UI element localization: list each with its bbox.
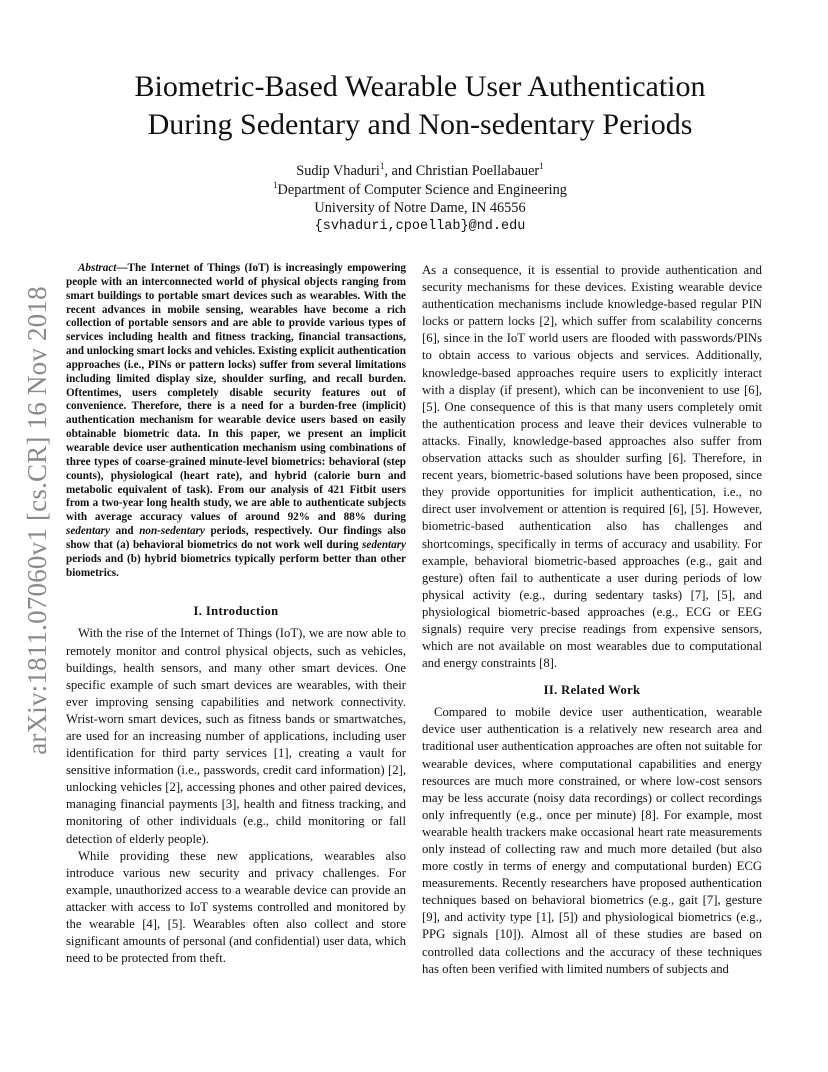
abstract [66,262,406,580]
left-column [66,262,406,967]
abstract-text-3: periods, respectively. Our findings also show that (a) behavioral biometrics do not work well during [66,525,406,551]
author-1-affil-mark: 1 [379,161,385,172]
title-line-1: Biometric-Based Wearable User Authentication [134,70,706,103]
title-line-2: During Sedentary and Non-sedentary Periods [147,108,693,141]
arxiv-id: arXiv:1811.07060v1 [cs.CR] 16 Nov 2018 [21,285,52,755]
abstract-text-2: and [109,525,140,538]
author-1: Sudip Vhaduri [296,163,380,179]
affil-mark: 1 [273,179,278,190]
arxiv-watermark [20,285,54,755]
abstract-emph-3: sedentary [362,538,406,551]
abstract-label: Abstract [78,262,117,274]
author-2: , and Christian Poellabauer [384,163,540,179]
intro-paragraph-1: With the rise of the Internet of Things (IoT), we are now able to remotely monitor and control physical objects, such as vehicles, buildings, health sensors, and many other smart devices. One specific example of such smart devices are wearables, with their ever improving sensing capabilities and network connectivity. Wrist-worn smart devices, such as fitness bands or smartwatches, are used for an increasing number of applications, including user identification for third party services [1], creating a vault for sensitive information (i.e., passwords, credit card information) [2], unlocking vehicles [2], accessing phones and other paired devices, managing financial payments [3], health and fitness tracking, and monitoring of other individuals (e.g., child monitoring or fall detection of elderly people). [66,626,406,846]
abstract-text-4: periods and (b) hybrid biometrics typically perform better than other biometrics. [66,552,406,579]
abstract-emph-2: non-sedentary [139,525,205,538]
section-title-introduction: I. Introduction [193,604,279,619]
intro-paragraph-2: While providing these new applications, wearables also introduce various new security and privacy challenges. For example, unauthorized access to a wearable device can provide an attacker with access to IoT systems controlled and monitored by the wearable [4], [5]. Wearables often also collect and store significant amounts of personal (and confidential) user data, which need to be protected from theft. [66,848,406,966]
author-names [120,162,720,181]
related-paragraph-1: Compared to mobile device user authentication, wearable device user authentication is a relatively new research area and traditional user authentication approaches are often not suitable for wearable devices, where computational capabilities and energy resources are much more constrained, or where low-cost sensors may be less accurate (noisy data recordings) or collect recordings only infrequently (e.g., once per minute) [8]. For example, most wearable health trackers make occasional heart rate measurements only instead of collecting raw and much more detailed (but also more costly in terms of energy and computational burden) ECG measurements. Recently researchers have proposed authentication techniques based on behavioral biometrics (e.g., gait [7], gesture [9], and activity type [1], [5]) and physiological biometrics (e.g., PPG signals [10]). Almost all of these studies are based on controlled data collections and the accuracy of these techniques has often been verified with limited numbers of subjects and [422,705,762,976]
section-title-related-work: II. Related Work [543,683,641,698]
dept-text: Department of Computer Science and Engineering [277,181,567,198]
author-block [120,162,720,236]
author-email: {svhaduri,cpoellab}@nd.edu [314,218,526,234]
intro-paragraph-3: As a consequence, it is essential to provide authentication and security mechanisms for these devices. Existing wearable device authentication mechanisms include knowledge-based regular PIN locks or pattern locks [2], which suffer from scalability concerns [6], since in the IoT world users are flooded with passwords/PINs to obtain access to various objects and services. Additionally, knowledge-based approaches require users to explicitly interact with a display (if present), which can be inconvenient to use [6], [5]. One consequence of this is that many users completely omit the authentication process and leave their devices vulnerable to attacks. Finally, knowledge-based approaches also suffer from observation attacks such as shoulder surfing [6]. Therefore, in recent years, biometric-based solutions have been proposed, since they provide opportunities for implicit authentication, i.e., no direct user involvement or attention is required [6], [5]. However, biometric-based authentication also has challenges and shortcomings, specifically in terms of accuracy and usability. For example, behavioral biometric-based approaches (e.g., gait and gesture) often fail to authenticate a user during periods of low physical activity (e.g., during sedentary tasks) [7], [5], and physiological biometric-based approaches (e.g., ECG or EEG signals) require very precise readings from expensive sensors, which are not available on most wearables due to computational and energy constraints [8]. [422,263,762,671]
paper-title [70,68,770,144]
abstract-text-1: —The Internet of Things (IoT) is increasingly empowering people with an interconnected world of physical objects ranging from smart buildings to portable smart devices such as wearables. With the recent advances in mobile sensing, wearables have become a rich collection of portable sensors and are able to provide various types of services including health and fitness tracking, financial transactions, and unlocking smart locks and vehicles. Existing explicit authentication approaches (i.e., PINs or pattern locks) suffer from several limitations including limited display size, shoulder surfing, and recall burden. Oftentimes, users completely disable security features out of convenience. Therefore, there is a need for a burden-free (implicit) authentication mechanism for wearable device users based on easily obtainable biometric data. In this paper, we present an implicit wearable device user authentication mechanism using combinations of three types of coarse-grained minute-level biometrics: behavioral (step counts), physiological (heart rate), and hybrid (calorie burn and metabolic equivalent of task). From our analysis of 421 Fitbit users from a two-year long health study, we are able to authenticate subjects with average accuracy values of around 92% and 88% during [66,262,406,524]
affiliation-univ: University of Notre Dame, IN 46556 [314,200,526,216]
affiliation-dept [120,181,720,200]
abstract-emph-1: sedentary [66,525,110,538]
author-2-affil-mark: 1 [539,161,544,172]
right-column [422,262,762,978]
